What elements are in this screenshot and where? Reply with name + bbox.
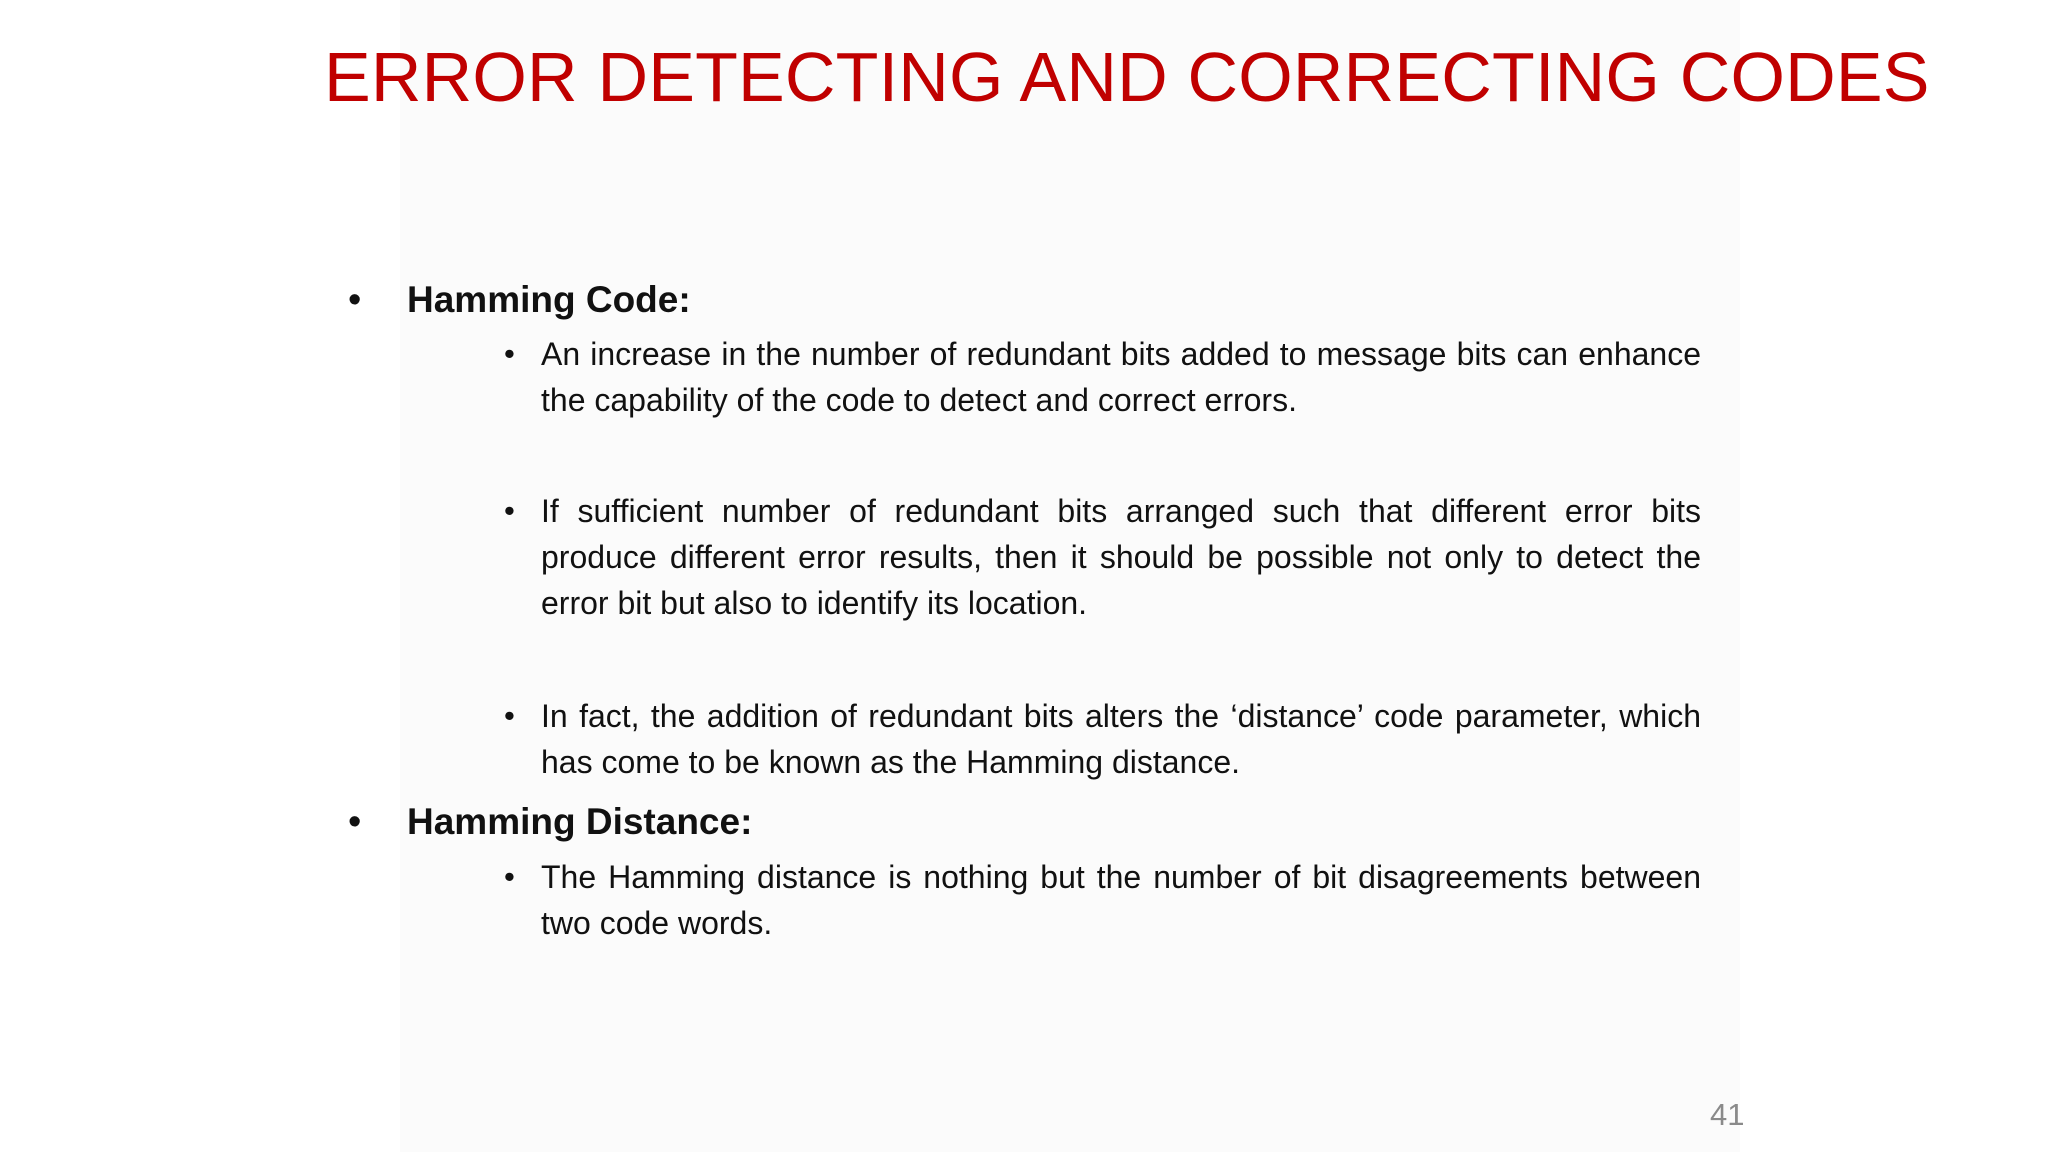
hamming-code-heading: Hamming Code:: [407, 279, 691, 320]
bullet-text: If sufficient number of redundant bits arranged such that different error bits produce different error results, then it should be possible not only to detect the error bit but also to identify its location.: [541, 493, 1701, 621]
hamming-distance-heading: Hamming Distance:: [407, 801, 753, 842]
bullet-text: In fact, the addition of redundant bits alters the ‘distance’ code parameter, which has come to be known as the Hamming distance.: [541, 698, 1701, 780]
bullet-icon: •: [504, 698, 515, 733]
bullet-icon: •: [504, 336, 515, 371]
bullet-icon: •: [504, 493, 515, 528]
slide-title: ERROR DETECTING AND CORRECTING CODES: [324, 38, 1930, 116]
page-number: 41: [1710, 1097, 1745, 1132]
bullet-icon: •: [348, 279, 362, 321]
bullet-icon: •: [348, 801, 362, 843]
hamming-distance-heading-item: [340, 796, 1040, 850]
bullet-text: An increase in the number of redundant bits added to message bits can enhance the capability of the code to detect and correct errors.: [541, 336, 1701, 418]
hamming-code-heading-item: [340, 274, 1040, 328]
slide-body: [340, 0, 1740, 1000]
bullet-text: The Hamming distance is nothing but the number of bit disagreements between two code words.: [541, 859, 1701, 941]
bullet-icon: •: [504, 859, 515, 894]
